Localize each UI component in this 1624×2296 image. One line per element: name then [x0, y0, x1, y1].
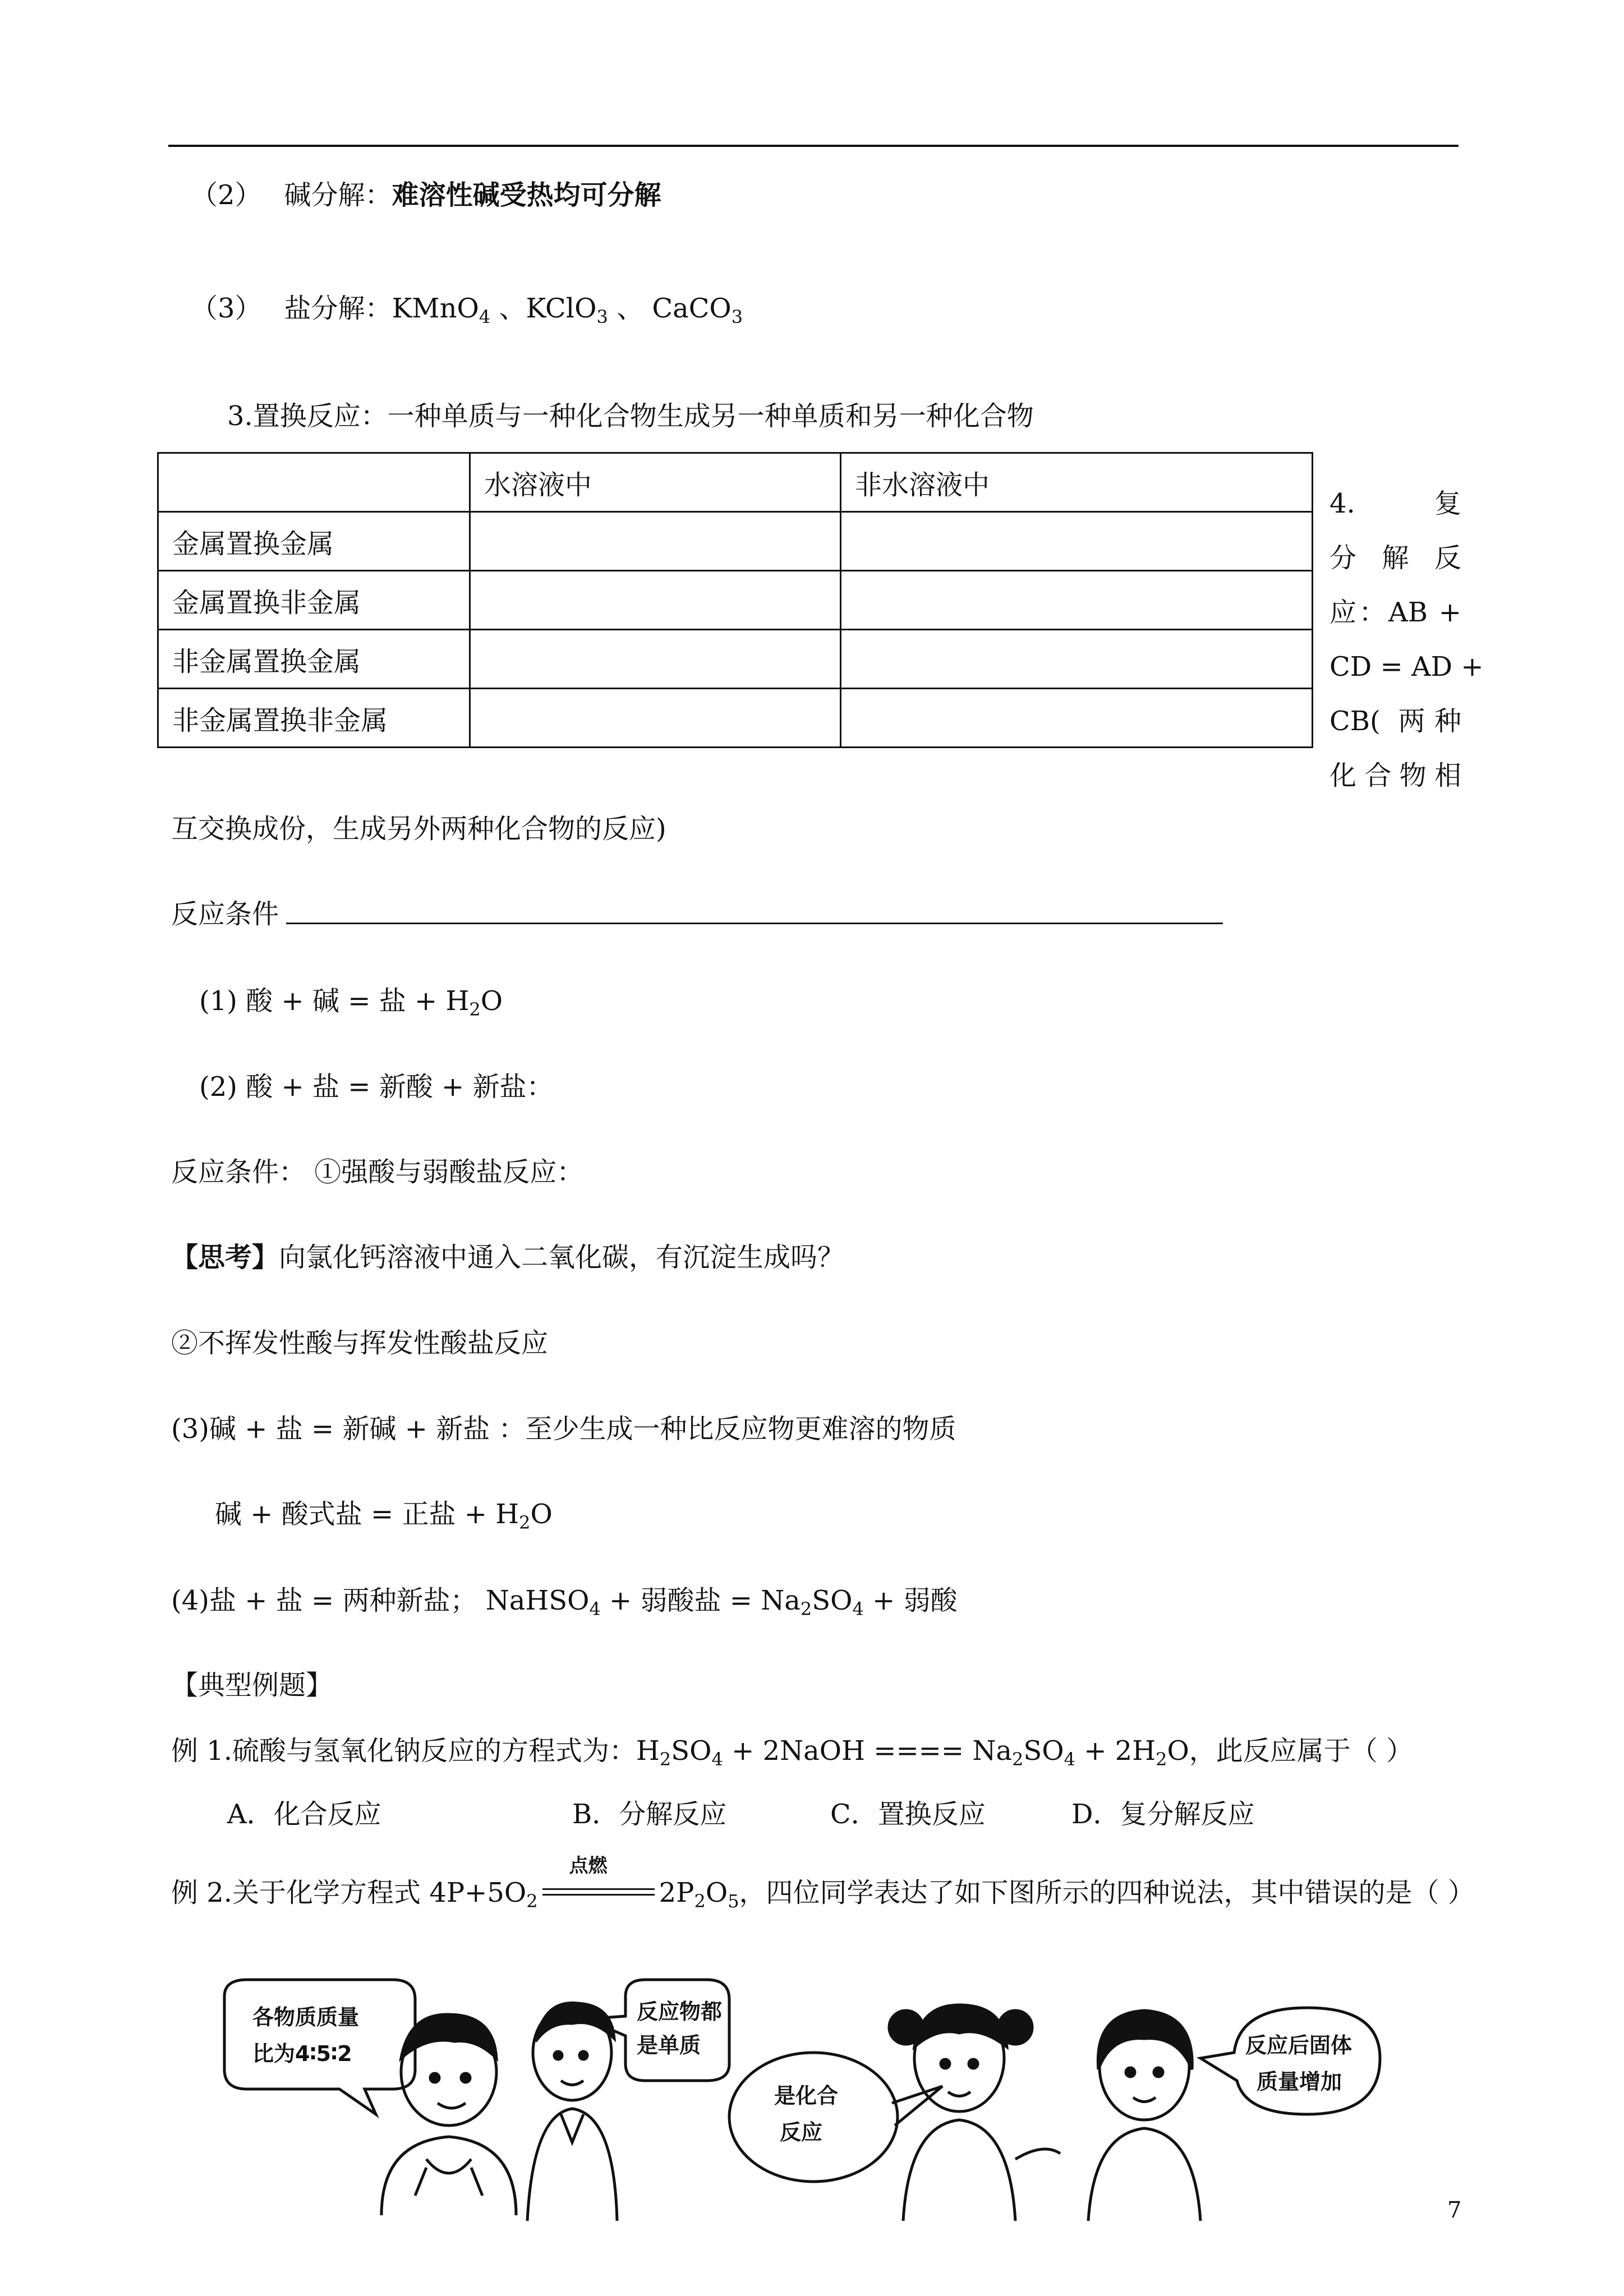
item-text: 难溶性碱受热均可分解: [392, 179, 661, 211]
bubble-3-tail: [892, 2086, 942, 2126]
table-row: [158, 512, 1313, 571]
bubble-3-line-2: 反应: [780, 2120, 823, 2145]
reaction-4: [171, 1584, 958, 1620]
table-cell: [841, 571, 1313, 630]
table-cell: [470, 571, 841, 630]
item-label: 盐分解：: [284, 293, 392, 324]
reaction-1: [199, 984, 503, 1018]
table-row-label: 非金属置换金属: [158, 630, 470, 689]
subscript: 2: [469, 999, 481, 1020]
reaction-text: O: [480, 985, 503, 1017]
bubble-1-line-1: 各物质质量: [252, 2005, 360, 2030]
example-text: O: [705, 1877, 728, 1908]
speech-bubble-4: [1200, 2008, 1380, 2114]
table-header-row: [158, 453, 1313, 512]
example-text: + 2H: [1075, 1735, 1156, 1767]
side-line: 化合物相: [1329, 760, 1461, 791]
table-cell: [470, 689, 841, 748]
condition-label: 反应条件: [171, 898, 279, 930]
option-c: C．置换反应: [830, 1799, 986, 1830]
example-text: 例 1.硫酸与氢氧化钠反应的方程式为：H: [171, 1735, 660, 1767]
table-row: [158, 689, 1313, 748]
example-text: O，此反应属于（ ）: [1167, 1735, 1414, 1767]
side-line: CB( 两种: [1329, 706, 1461, 737]
student-2-figure: [527, 2003, 617, 2221]
subscript: 4: [1064, 1749, 1075, 1770]
bubble-2-line-1: 反应物都: [637, 1999, 723, 2024]
subscript: 4: [711, 1749, 723, 1770]
speech-bubble-3: [729, 2053, 898, 2182]
reaction-3: (3)碱 + 盐 = 新碱 + 新盐 ：至少生成一种比反应物更难溶的物质: [171, 1413, 956, 1445]
reaction-text: + 弱酸: [863, 1585, 958, 1616]
item-number: （2）: [191, 179, 262, 211]
replacement-table: [157, 452, 1313, 748]
table-cell: [470, 630, 841, 689]
example-text: ，四位同学表达了如下图所示的四种说法，其中错误的是（ ）: [739, 1877, 1475, 1908]
table-row: [158, 630, 1313, 689]
reaction-text: + 弱酸盐 = Na: [600, 1585, 801, 1616]
subscript: 2: [526, 1891, 538, 1912]
subscript: 4: [589, 1598, 601, 1620]
reaction-text: SO: [812, 1585, 853, 1616]
side-line: CD = AD +: [1329, 651, 1484, 683]
reaction-condition-2: 反应条件： ①强酸与弱酸盐反应：: [171, 1156, 584, 1188]
bubble-3-line-1: 是化合: [774, 2083, 839, 2108]
example-2: [171, 1854, 1475, 1912]
reaction-3b: [215, 1497, 553, 1531]
reaction-text: (1) 酸 + 碱 = 盐 + H: [199, 985, 470, 1017]
table-header-cell: 非水溶液中: [841, 453, 1313, 512]
replacement-title: 3.置换反应：一种单质与一种化合物生成另一种单质和另一种化合物: [227, 400, 1034, 432]
reaction-text: 碱 + 酸式盐 = 正盐 + H: [215, 1499, 519, 1530]
subscript: 2: [519, 1512, 531, 1533]
condition-label: 点燃: [569, 1854, 608, 1877]
reaction-text: (4)盐 + 盐 = 两种新盐； NaHSO: [171, 1585, 590, 1616]
example-1: [171, 1734, 1413, 1768]
double-decomp-continued: 互交换成份，生成另外两种化合物的反应): [171, 813, 666, 845]
subscript: 2: [1156, 1749, 1167, 1770]
subscript: 4: [479, 306, 491, 328]
double-decomp-side-text: [1329, 477, 1484, 803]
table-row: [158, 571, 1313, 630]
side-line: 分解反: [1329, 542, 1461, 574]
reaction-condition-3: ②不挥发性酸与挥发性酸盐反应: [171, 1327, 549, 1359]
side-line: 4. 复: [1329, 488, 1461, 519]
student-1-figure: [381, 2014, 516, 2215]
think-tag: 【思考】: [171, 1242, 279, 1273]
student-3-figure: [889, 2005, 1060, 2221]
bubble-1-line-2: 比为4∶5∶2: [252, 2041, 352, 2066]
table-row-label: 非金属置换非金属: [158, 689, 470, 748]
subscript: 2: [800, 1598, 812, 1620]
reaction-condition-arrow: [542, 1854, 655, 1906]
subscript: 3: [596, 306, 608, 328]
page-number: 7: [1447, 2197, 1462, 2223]
formula-part: 、KClO: [490, 293, 597, 324]
formula-part: KMnO: [392, 293, 479, 324]
table-cell: [841, 630, 1313, 689]
table-row-label: 金属置换金属: [158, 512, 470, 571]
table-row-label: 金属置换非金属: [158, 571, 470, 630]
example-text: SO: [1023, 1735, 1064, 1767]
table-header-cell: 水溶液中: [470, 453, 841, 512]
fill-blank-line: [286, 923, 1223, 924]
side-line: 应：AB +: [1329, 597, 1461, 628]
example-text: + 2NaOH ==== Na: [723, 1735, 1012, 1767]
item-number: （3）: [191, 293, 262, 324]
reaction-2: (2) 酸 + 盐 = 新酸 + 新盐：: [199, 1071, 554, 1103]
example-text: 2P: [659, 1877, 694, 1908]
option-d: D．复分解反应: [1071, 1799, 1255, 1830]
decomp-salt-line: [191, 292, 743, 328]
example-text: SO: [671, 1735, 712, 1767]
option-a: A．化合反应: [227, 1799, 381, 1830]
bubble-4-line-2: 质量增加: [1257, 2069, 1342, 2094]
table-cell: [841, 689, 1313, 748]
student-4-figure: [1088, 2011, 1200, 2221]
subscript: 2: [659, 1749, 671, 1770]
decomp-base-line: [191, 178, 661, 212]
example-text: 例 2.关于化学方程式 4P+5O: [171, 1877, 527, 1908]
top-rule: [168, 145, 1459, 147]
option-b: B．分解反应: [572, 1799, 727, 1830]
table-header-cell: [158, 453, 470, 512]
students-cartoon: [213, 1974, 1537, 2232]
subscript: 5: [728, 1891, 739, 1912]
bubble-4-line-1: 反应后固体: [1245, 2033, 1352, 2058]
table-cell: [470, 512, 841, 571]
think-text: 向氯化钙溶液中通入二氧化碳，有沉淀生成吗？: [279, 1242, 845, 1273]
think-line: [171, 1241, 844, 1274]
subscript: 4: [852, 1598, 864, 1620]
table-cell: [841, 512, 1313, 571]
item-label: 碱分解：: [284, 179, 392, 211]
formula-part: 、 CaCO: [608, 293, 732, 324]
examples-heading: 【典型例题】: [171, 1670, 333, 1701]
subscript: 3: [731, 306, 743, 328]
subscript: 2: [1011, 1749, 1024, 1770]
reaction-text: O: [530, 1499, 553, 1530]
subscript: 2: [694, 1891, 706, 1912]
bubble-2-line-2: 是单质: [637, 2033, 701, 2058]
